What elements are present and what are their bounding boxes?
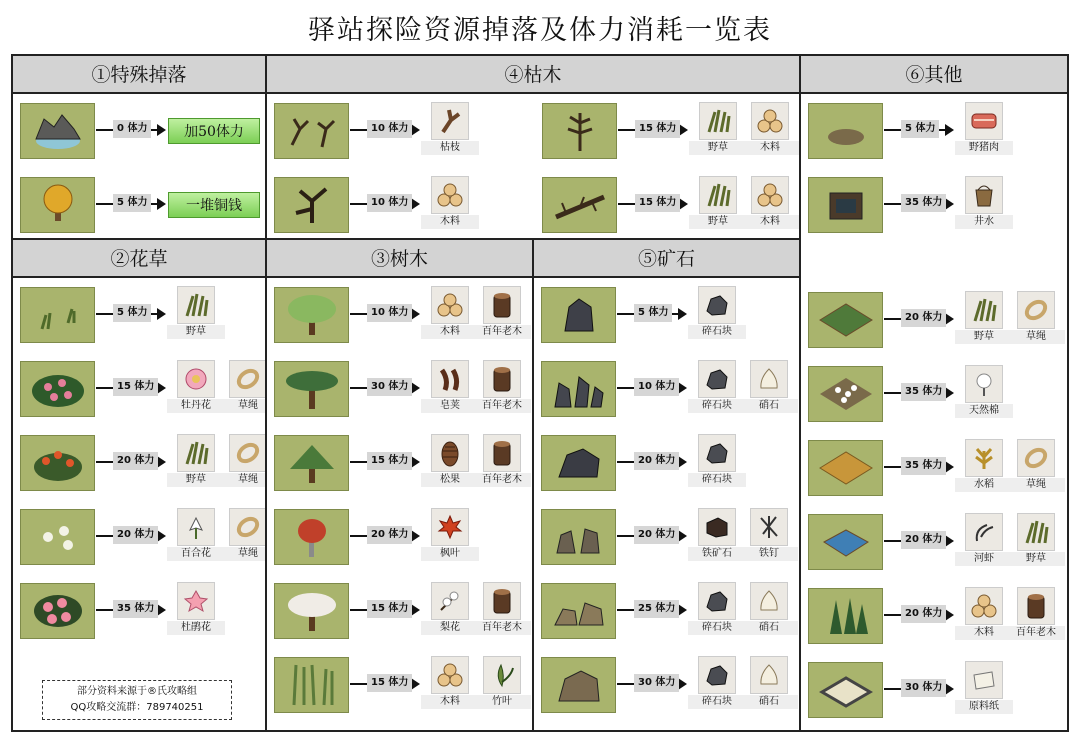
stamina-cost: 5 体力 — [634, 304, 672, 322]
stamina-cost: 30 体力 — [367, 378, 412, 396]
scene-pear-tree — [274, 583, 349, 639]
item-label: 草绳 — [219, 399, 277, 413]
item-label: 枯枝 — [421, 141, 479, 155]
item-label: 百合花 — [167, 547, 225, 561]
table-row — [534, 284, 799, 348]
item-label: 野草 — [1007, 552, 1065, 566]
drop-item — [696, 284, 738, 346]
peony-icon — [177, 360, 215, 398]
table-row — [801, 100, 1067, 164]
scene-grass — [20, 287, 95, 343]
wood-log-icon — [751, 102, 789, 140]
item-label: 草绳 — [219, 473, 277, 487]
stamina-cost: 20 体力 — [634, 526, 679, 544]
drop-item — [429, 174, 471, 236]
rubble-icon — [698, 286, 736, 324]
item-label: 百年老木 — [473, 325, 531, 339]
grass-icon — [1017, 513, 1055, 551]
drop-item — [175, 358, 217, 420]
table-row — [534, 580, 799, 644]
cotton-icon — [965, 365, 1003, 403]
meat-icon — [965, 102, 1003, 140]
item-label: 碎石块 — [688, 325, 746, 339]
drop-item — [696, 654, 738, 716]
drop-item — [481, 654, 523, 716]
section-title: ⑤矿石 — [534, 240, 799, 278]
stamina-cost: 15 体力 — [367, 600, 412, 618]
table-row — [534, 654, 799, 718]
item-label: 杜鹃花 — [167, 621, 225, 635]
wood-log-icon — [431, 286, 469, 324]
drop-item — [227, 358, 269, 420]
old-wood-icon — [483, 360, 521, 398]
stamina-cost: 10 体力 — [634, 378, 679, 396]
item-label: 硝石 — [740, 399, 798, 413]
reward-badge: 加50体力 — [168, 118, 260, 144]
item-label: 碎石块 — [688, 621, 746, 635]
scene-paper-tray — [808, 662, 883, 718]
scene-pine — [274, 435, 349, 491]
stamina-cost: 20 体力 — [901, 531, 946, 549]
drop-item — [429, 580, 471, 642]
drop-item — [748, 580, 790, 642]
drop-item — [748, 358, 790, 420]
table-row — [13, 506, 265, 570]
table-row — [801, 659, 1067, 723]
table-row — [801, 363, 1067, 427]
section-title: ①特殊掉落 — [13, 56, 265, 94]
item-label: 牡丹花 — [167, 399, 225, 413]
rice-icon — [965, 439, 1003, 477]
drop-item — [1015, 585, 1057, 647]
table-row — [267, 432, 532, 496]
drop-item — [963, 100, 1005, 162]
wood-log-icon — [431, 176, 469, 214]
scene-rice-paddy — [808, 440, 883, 496]
scene-large-rock — [541, 657, 616, 713]
stamina-cost: 10 体力 — [367, 304, 412, 322]
scene-rock-formation — [541, 361, 616, 417]
stamina-cost: 30 体力 — [901, 679, 946, 697]
drop-item — [749, 174, 791, 236]
section-trees — [265, 238, 534, 732]
table-row — [801, 511, 1067, 575]
item-label: 竹叶 — [473, 695, 531, 709]
item-label: 百年老木 — [473, 621, 531, 635]
rope-icon — [229, 360, 267, 398]
scene-cotton-field — [808, 366, 883, 422]
item-label: 草绳 — [219, 547, 277, 561]
scene-pond — [808, 514, 883, 570]
pinecone-icon — [431, 434, 469, 472]
section-special — [11, 54, 267, 240]
honeylocust-pod-icon — [431, 360, 469, 398]
saltpeter-icon — [750, 360, 788, 398]
item-label: 木料 — [741, 215, 799, 229]
item-label: 原料纸 — [955, 700, 1013, 714]
drop-item — [696, 580, 738, 642]
drop-item — [697, 100, 739, 162]
table-row — [535, 174, 803, 238]
table-row — [267, 100, 535, 164]
drop-item — [481, 580, 523, 642]
bamboo-leaf-icon — [483, 656, 521, 694]
item-label: 水稻 — [955, 478, 1013, 492]
wood-log-icon — [751, 176, 789, 214]
stamina-cost: 15 体力 — [113, 378, 158, 396]
drop-item — [481, 358, 523, 420]
scene-bamboo — [274, 657, 349, 713]
twig-icon — [431, 102, 469, 140]
iron-ore-icon — [698, 508, 736, 546]
stamina-cost: 5 体力 — [901, 120, 939, 138]
scene-orange-flowers — [20, 435, 95, 491]
table-row — [13, 100, 265, 164]
lily-icon — [177, 508, 215, 546]
grass-icon — [699, 102, 737, 140]
paper-icon — [965, 661, 1003, 699]
section-title: ⑥其他 — [801, 56, 1067, 94]
scene-field — [808, 292, 883, 348]
item-label: 野草 — [689, 141, 747, 155]
drop-item — [227, 432, 269, 494]
table-row — [13, 358, 265, 422]
rope-icon — [1017, 291, 1055, 329]
table-row — [267, 580, 532, 644]
old-wood-icon — [483, 434, 521, 472]
saltpeter-icon — [750, 656, 788, 694]
drop-item — [748, 654, 790, 716]
drop-item — [429, 358, 471, 420]
item-label: 铁矿石 — [688, 547, 746, 561]
stamina-cost: 20 体力 — [634, 452, 679, 470]
source-note — [42, 680, 232, 720]
source-note-line2: QQ攻略交流群：789740251 — [70, 702, 204, 713]
table-row — [801, 174, 1067, 238]
page-title: 驿站探险资源掉落及体力消耗一览表 — [308, 15, 772, 46]
drop-item — [429, 432, 471, 494]
item-label: 百年老木 — [473, 399, 531, 413]
item-label: 木料 — [741, 141, 799, 155]
grass-icon — [965, 291, 1003, 329]
scene-fallen-log — [542, 177, 617, 233]
table-row — [801, 585, 1067, 649]
rubble-icon — [698, 434, 736, 472]
table-row — [267, 284, 532, 348]
drop-item — [481, 284, 523, 346]
table-row — [801, 437, 1067, 501]
scene-money-tree — [20, 177, 95, 233]
drop-item — [175, 284, 217, 346]
table-row — [267, 506, 532, 570]
drop-item — [175, 506, 217, 568]
item-label: 野草 — [167, 325, 225, 339]
section-title: ③树木 — [267, 240, 532, 278]
scene-well — [808, 177, 883, 233]
reward-badge: 一堆铜钱 — [168, 192, 260, 218]
scene-willow — [274, 287, 349, 343]
item-label: 枫叶 — [421, 547, 479, 561]
item-label: 百年老木 — [473, 473, 531, 487]
old-wood-icon — [1017, 587, 1055, 625]
section-other — [799, 54, 1069, 732]
rubble-icon — [698, 656, 736, 694]
scene-maple — [274, 509, 349, 565]
table-row — [13, 432, 265, 496]
drop-item — [696, 432, 738, 494]
table-row — [13, 174, 265, 238]
stamina-cost: 10 体力 — [367, 194, 412, 212]
shrimp-icon — [965, 513, 1003, 551]
item-label: 野草 — [167, 473, 225, 487]
table-row — [534, 358, 799, 422]
scene-boulder — [541, 435, 616, 491]
stamina-cost: 20 体力 — [901, 605, 946, 623]
drop-item — [963, 363, 1005, 425]
drop-item — [429, 506, 471, 568]
item-label: 草绳 — [1007, 478, 1065, 492]
scene-pine-forest — [808, 588, 883, 644]
drop-item — [963, 289, 1005, 351]
drop-item — [227, 506, 269, 568]
scene-sandstone — [541, 583, 616, 639]
stamina-cost: 15 体力 — [367, 674, 412, 692]
saltpeter-icon — [750, 582, 788, 620]
old-wood-icon — [483, 582, 521, 620]
drop-item — [481, 432, 523, 494]
old-wood-icon — [483, 286, 521, 324]
item-label: 碎石块 — [688, 399, 746, 413]
scene-dead-branches — [274, 103, 349, 159]
item-label: 硝石 — [740, 621, 798, 635]
iron-nail-icon — [750, 508, 788, 546]
drop-item — [175, 432, 217, 494]
drop-item — [429, 284, 471, 346]
stamina-cost: 0 体力 — [113, 120, 151, 138]
item-label: 松果 — [421, 473, 479, 487]
table-row — [534, 432, 799, 496]
stamina-cost: 35 体力 — [113, 600, 158, 618]
section-title: ④枯木 — [267, 56, 799, 94]
item-label: 木料 — [421, 215, 479, 229]
item-label: 木料 — [421, 325, 479, 339]
drop-item — [429, 654, 471, 716]
rubble-icon — [698, 360, 736, 398]
maple-leaf-icon — [431, 508, 469, 546]
drop-item — [696, 358, 738, 420]
stamina-cost: 20 体力 — [367, 526, 412, 544]
drop-item — [748, 506, 790, 568]
scene-lily-bushes — [20, 509, 95, 565]
table-row — [267, 358, 532, 422]
stamina-cost: 25 体力 — [634, 600, 679, 618]
scene-iron-rocks — [541, 509, 616, 565]
stamina-cost: 35 体力 — [901, 194, 946, 212]
table-row — [267, 654, 532, 718]
item-label: 木料 — [421, 695, 479, 709]
rope-icon — [229, 508, 267, 546]
drop-item — [963, 659, 1005, 721]
drop-item — [429, 100, 471, 162]
grass-icon — [177, 434, 215, 472]
table-row — [534, 506, 799, 570]
wood-log-icon — [965, 587, 1003, 625]
item-label: 碎石块 — [688, 695, 746, 709]
item-label: 野草 — [689, 215, 747, 229]
stamina-cost: 15 体力 — [367, 452, 412, 470]
item-label: 硝石 — [740, 695, 798, 709]
stamina-cost: 30 体力 — [634, 674, 679, 692]
drop-item — [963, 585, 1005, 647]
stamina-cost: 20 体力 — [901, 309, 946, 327]
item-label: 天然棉 — [955, 404, 1013, 418]
table-row — [13, 580, 265, 644]
stamina-cost: 15 体力 — [635, 120, 680, 138]
scene-azalea-bush — [20, 583, 95, 639]
drop-item — [1015, 289, 1057, 351]
drop-item — [696, 506, 738, 568]
scene-honeylocust — [274, 361, 349, 417]
table-row — [267, 174, 535, 238]
item-label: 野草 — [955, 330, 1013, 344]
table-row — [535, 100, 803, 164]
drop-item — [697, 174, 739, 236]
stamina-cost: 5 体力 — [113, 194, 151, 212]
drop-item — [1015, 437, 1057, 499]
drop-item — [963, 437, 1005, 499]
stamina-cost: 20 体力 — [113, 526, 158, 544]
item-label: 铁钉 — [740, 547, 798, 561]
pear-blossom-icon — [431, 582, 469, 620]
item-label: 百年老木 — [1007, 626, 1065, 640]
grass-icon — [177, 286, 215, 324]
item-label: 皂荚 — [421, 399, 479, 413]
item-label: 河虾 — [955, 552, 1013, 566]
section-flowers — [11, 238, 267, 732]
stamina-cost: 35 体力 — [901, 383, 946, 401]
bucket-icon — [965, 176, 1003, 214]
scene-rocks-pond — [20, 103, 95, 159]
item-label: 梨花 — [421, 621, 479, 635]
scene-bare-tree — [542, 103, 617, 159]
item-label: 井水 — [955, 215, 1013, 229]
item-label: 野猪肉 — [955, 141, 1013, 155]
scene-dead-tree — [274, 177, 349, 233]
section-deadwood — [265, 54, 801, 240]
stamina-cost: 5 体力 — [113, 304, 151, 322]
table-row — [801, 289, 1067, 353]
scene-boar-den — [808, 103, 883, 159]
section-title: ②花草 — [13, 240, 265, 278]
table-row — [13, 284, 265, 348]
drop-item — [963, 174, 1005, 236]
stamina-cost: 35 体力 — [901, 457, 946, 475]
grass-icon — [699, 176, 737, 214]
scene-rock — [541, 287, 616, 343]
item-label: 草绳 — [1007, 330, 1065, 344]
drop-item — [175, 580, 217, 642]
stamina-cost: 10 体力 — [367, 120, 412, 138]
stamina-cost: 15 体力 — [635, 194, 680, 212]
rope-icon — [1017, 439, 1055, 477]
source-note-line1: 部分资料来源于®氏攻略组 — [77, 686, 197, 697]
item-label: 木料 — [955, 626, 1013, 640]
stamina-cost: 20 体力 — [113, 452, 158, 470]
drop-item — [1015, 511, 1057, 573]
item-label: 碎石块 — [688, 473, 746, 487]
rubble-icon — [698, 582, 736, 620]
drop-item — [963, 511, 1005, 573]
scene-peony-bush — [20, 361, 95, 417]
drop-item — [749, 100, 791, 162]
azalea-icon — [177, 582, 215, 620]
rope-icon — [229, 434, 267, 472]
wood-log-icon — [431, 656, 469, 694]
section-ore — [532, 238, 801, 732]
